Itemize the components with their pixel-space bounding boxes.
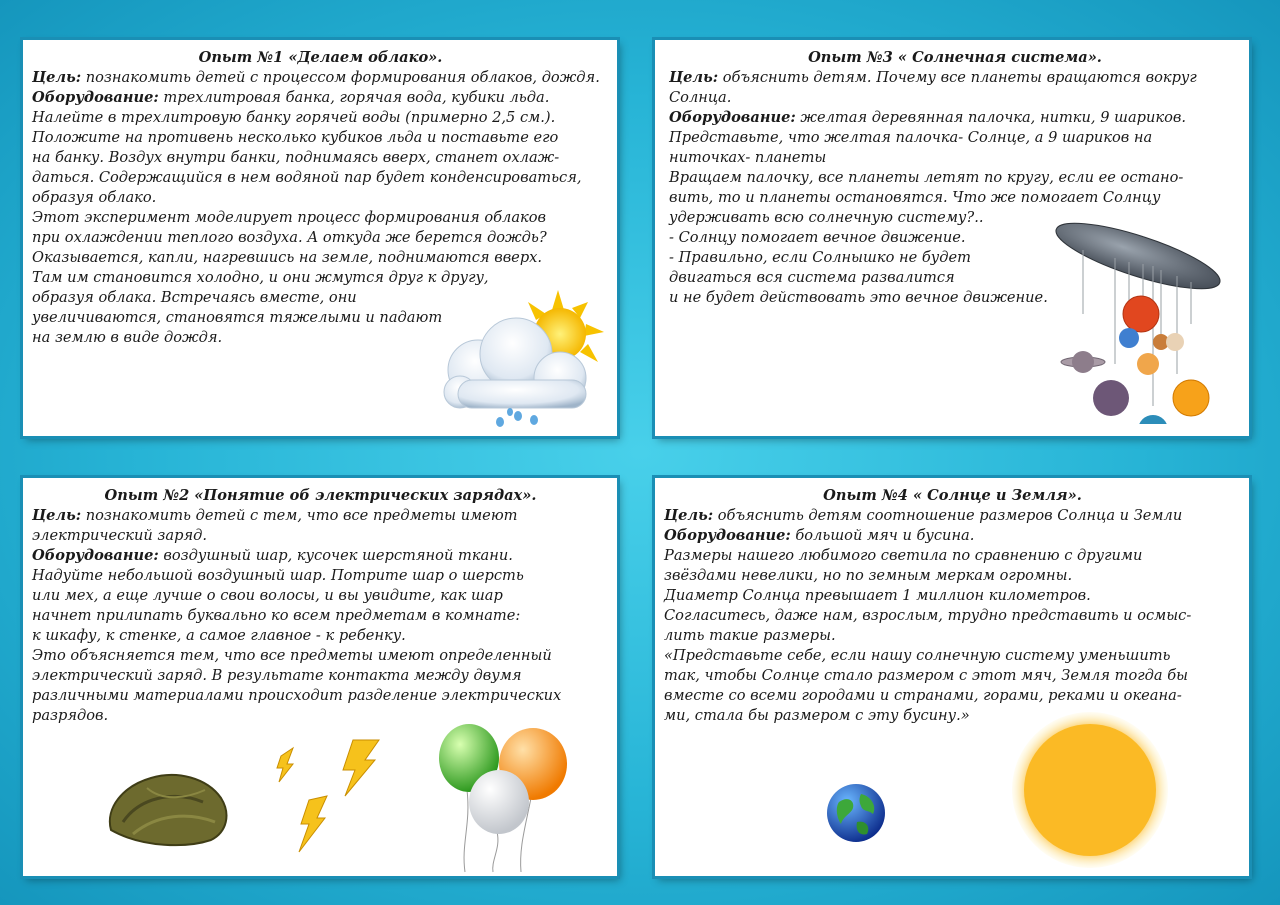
body-line: удерживать всю солнечную систему?.. bbox=[669, 209, 984, 226]
card-title: Опыт №1 «Делаем облако». bbox=[198, 49, 443, 66]
equipment-text: трехлитровая банка, горячая вода, кубики льда. bbox=[158, 89, 550, 106]
card-experiment-4 bbox=[655, 478, 1249, 876]
body-line: Надуйте небольшой воздушный шар. Потрите шар о шерсть bbox=[32, 567, 524, 584]
card-title: Опыт №4 « Солнце и Земля». bbox=[823, 487, 1082, 504]
body-line: ниточках- планеты bbox=[669, 149, 827, 166]
body-line: к шкафу, к стенке, а самое главное - к ребенку. bbox=[32, 627, 406, 644]
body-line: лить такие размеры. bbox=[664, 627, 836, 644]
body-line: Налейте в трехлитровую банку горячей воды (примерно 2,5 см.). bbox=[32, 109, 556, 126]
body-line: образуя облако. bbox=[32, 189, 157, 206]
lightning-bolts-icon bbox=[271, 738, 383, 856]
goal-text: познакомить детей с тем, что все предметы имеют электрический заряд. bbox=[32, 507, 518, 544]
body-line: на банку. Воздух внутри банки, поднимаясь вверх, станет охлаж- bbox=[32, 149, 560, 166]
equipment-line bbox=[669, 108, 1241, 128]
equipment-label: Оборудование: bbox=[32, 547, 159, 564]
wool-cloth-icon bbox=[103, 768, 233, 848]
sun-ball-icon bbox=[1010, 710, 1170, 870]
goal-line bbox=[32, 68, 609, 88]
body-line: Вращаем палочку, все планеты летят по кругу, если ее остано- bbox=[669, 169, 1184, 186]
earth-globe-icon bbox=[825, 782, 887, 844]
body-line: ми, стала бы размером с эту бусину.» bbox=[664, 707, 970, 724]
body-line: - Солнцу помогает вечное движение. bbox=[669, 229, 966, 246]
equipment-line bbox=[664, 526, 1241, 546]
goal-line bbox=[664, 506, 1241, 526]
card-experiment-1 bbox=[23, 40, 617, 436]
goal-label: Цель: bbox=[32, 69, 82, 86]
body-line: - Правильно, если Солнышко не будет bbox=[669, 249, 971, 266]
card-text bbox=[664, 486, 1241, 726]
goal-line bbox=[32, 506, 609, 546]
card-experiment-2 bbox=[23, 478, 617, 876]
body-line: различными материалами происходит разделение электрических bbox=[32, 687, 562, 704]
body-line: Положите на противень несколько кубиков льда и поставьте его bbox=[32, 129, 559, 146]
card-text bbox=[32, 486, 609, 726]
goal-label: Цель: bbox=[32, 507, 82, 524]
solar-system-mobile-icon bbox=[1043, 214, 1227, 424]
equipment-label: Оборудование: bbox=[32, 89, 159, 106]
card-title: Опыт №3 « Солнечная система». bbox=[808, 49, 1102, 66]
cloud-sun-rain-icon bbox=[438, 288, 608, 428]
body-line: Там им становится холодно, и они жмутся друг к другу, bbox=[32, 269, 489, 286]
equipment-label: Оборудование: bbox=[664, 527, 791, 544]
body-line: Этот эксперимент моделирует процесс формирования облаков bbox=[32, 209, 547, 226]
body-line: Диаметр Солнца превышает 1 миллион километров. bbox=[664, 587, 1091, 604]
body-line: так, чтобы Солнце стало размером с этот мяч, Земля тогда бы bbox=[664, 667, 1189, 684]
goal-label: Цель: bbox=[664, 507, 714, 524]
equipment-text: воздушный шар, кусочек шерстяной ткани. bbox=[158, 547, 513, 564]
body-line: Оказывается, капли, нагревшись на земле, поднимаются вверх. bbox=[32, 249, 543, 266]
body-line: и не будет действовать это вечное движение. bbox=[669, 289, 1048, 306]
body-line: даться. Содержащийся в нем водяной пар будет конденсироваться, bbox=[32, 169, 582, 186]
goal-label: Цель: bbox=[669, 69, 719, 86]
body-line: начнет прилипать буквально ко всем предметам в комнате: bbox=[32, 607, 521, 624]
body-line: электрический заряд. В результате контакта между двумя bbox=[32, 667, 522, 684]
balloons-icon bbox=[431, 724, 581, 874]
body-line: вместе со всеми городами и странами, горами, реками и океана- bbox=[664, 687, 1182, 704]
card-experiment-3 bbox=[655, 40, 1249, 436]
body-line: Это объясняется тем, что все предметы имеют определенный bbox=[32, 647, 552, 664]
body-line: «Представьте себе, если нашу солнечную систему уменьшить bbox=[664, 647, 1171, 664]
equipment-text: большой мяч и бусина. bbox=[790, 527, 975, 544]
body-line: разрядов. bbox=[32, 707, 109, 724]
goal-text: объяснить детям соотношение размеров Солнца и Земли bbox=[713, 507, 1183, 524]
body-line: вить, то и планеты остановятся. Что же помогает Солнцу bbox=[669, 189, 1161, 206]
equipment-line bbox=[32, 546, 609, 566]
body-line: увеличиваются, становятся тяжелыми и падают bbox=[32, 309, 443, 326]
body-line: на землю в виде дождя. bbox=[32, 329, 223, 346]
body-line: Размеры нашего любимого светила по сравнению с другими bbox=[664, 547, 1143, 564]
goal-text: познакомить детей с процессом формирования облаков, дождя. bbox=[81, 69, 600, 86]
card-title: Опыт №2 «Понятие об электрических зарядах». bbox=[104, 487, 537, 504]
body-line: звёздами невелики, но по земным меркам огромны. bbox=[664, 567, 1073, 584]
goal-text: объяснить детям. Почему все планеты вращаются вокруг Солнца. bbox=[669, 69, 1197, 106]
body-line: Представьте, что желтая палочка- Солнце, а 9 шариков на bbox=[669, 129, 1153, 146]
body-line: образуя облака. Встречаясь вместе, они bbox=[32, 289, 357, 306]
body-line: при охлаждении теплого воздуха. А откуда же берется дождь? bbox=[32, 229, 547, 246]
equipment-text: желтая деревянная палочка, нитки, 9 шариков. bbox=[795, 109, 1187, 126]
goal-line bbox=[669, 68, 1241, 108]
equipment-label: Оборудование: bbox=[669, 109, 796, 126]
body-line: двигаться вся система развалится bbox=[669, 269, 955, 286]
body-line: или мех, а еще лучше о свои волосы, и вы увидите, как шар bbox=[32, 587, 503, 604]
body-line: Согласитесь, даже нам, взрослым, трудно представить и осмыс- bbox=[664, 607, 1192, 624]
equipment-line bbox=[32, 88, 609, 108]
